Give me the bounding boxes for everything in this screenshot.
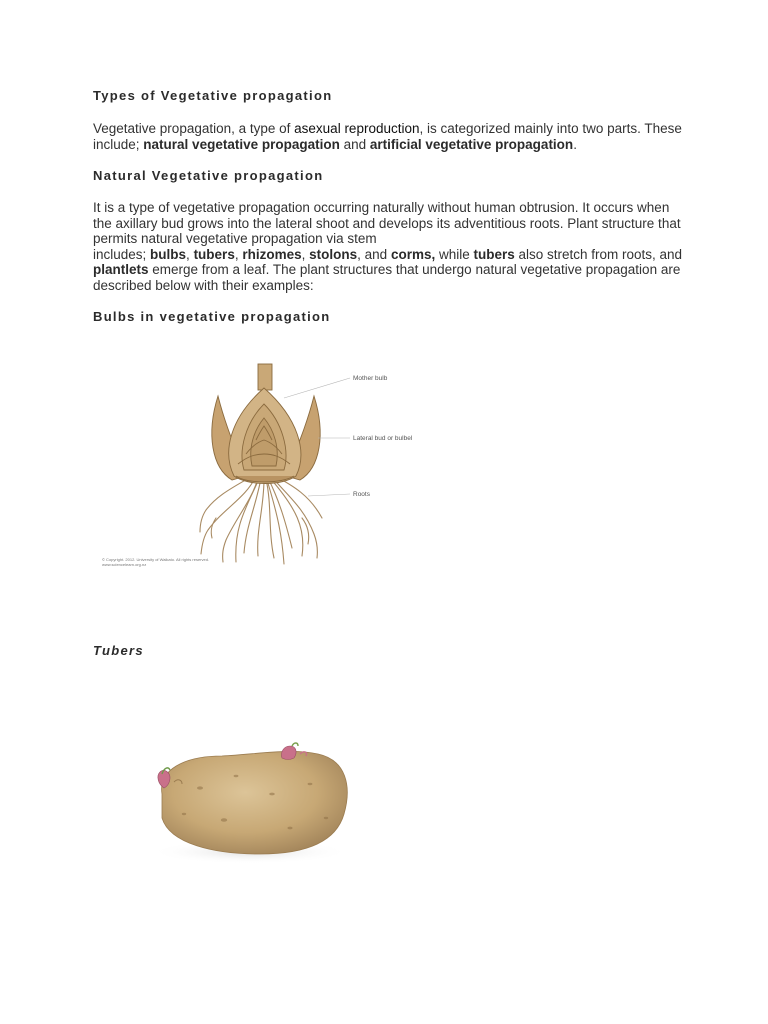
artificial-term: artificial vegetative propagation — [369, 136, 574, 152]
bulb-illustration — [96, 358, 436, 574]
intro-text-2: , is categorized mainly into two parts. These include; — [93, 121, 682, 152]
roots-drawing — [200, 475, 322, 564]
comma-3: , — [301, 246, 310, 262]
bulb-diagram — [96, 358, 436, 574]
heading-types: Types of Vegetative propagation — [93, 88, 333, 103]
heading-bulbs: Bulbs in vegetative propagation — [93, 309, 331, 324]
natural-paragraph — [93, 200, 683, 293]
intro-text-4: . — [573, 136, 577, 152]
comma-1: , — [186, 246, 194, 262]
label-roots: Roots — [353, 491, 370, 498]
intro-text-3: and — [339, 136, 370, 152]
natural-text-4: also stretch from roots, and — [514, 246, 683, 262]
copyright-line-1: © Copyright. 2012. University of Waikato. All rights reserved. — [102, 557, 210, 562]
natural-text-3: while — [435, 246, 474, 262]
natural-text-5: emerge from a leaf. The plant structures that undergo natural vegetative propagation are described below with their examples: — [93, 262, 681, 293]
term-corms: corms, — [390, 246, 436, 262]
potato-illustration — [140, 732, 420, 882]
term-bulbs: bulbs — [150, 246, 187, 262]
potato-tuber-image — [140, 732, 420, 882]
heading-natural: Natural Vegetative propagation — [93, 168, 324, 183]
asexual-reproduction-link[interactable]: asexual reproduction — [294, 121, 420, 136]
heading-tubers: Tubers — [93, 643, 144, 658]
term-tubers: tubers — [193, 246, 235, 262]
copyright-line-2: www.sciencelearn.org.nz — [102, 562, 147, 567]
term-plantlets: plantlets — [93, 262, 149, 277]
comma-2: , — [234, 246, 243, 262]
natural-text-2: includes; — [93, 246, 151, 262]
intro-text-1: Vegetative propagation, a type of — [93, 121, 295, 136]
natural-text-1: It is a type of vegetative propagation occurring naturally without human obtrusion. It occurs when the axillary bud grows into the lateral shoot and develops its adventitious roots. Plant structure that permits natural vegetative propagation via stem — [93, 200, 681, 246]
term-rhizomes: rhizomes — [242, 246, 302, 262]
natural-term: natural vegetative propagation — [143, 136, 340, 152]
intro-paragraph — [93, 121, 683, 152]
term-tubers-roots: tubers — [473, 246, 515, 262]
label-lateral-bud: Lateral bud or bulbel — [353, 435, 413, 442]
potato-body — [162, 751, 348, 854]
term-stolons: stolons — [309, 246, 358, 262]
bulb-drawing — [212, 364, 320, 484]
label-mother-bulb: Mother bulb — [353, 375, 388, 382]
comma-4: , and — [357, 246, 391, 262]
